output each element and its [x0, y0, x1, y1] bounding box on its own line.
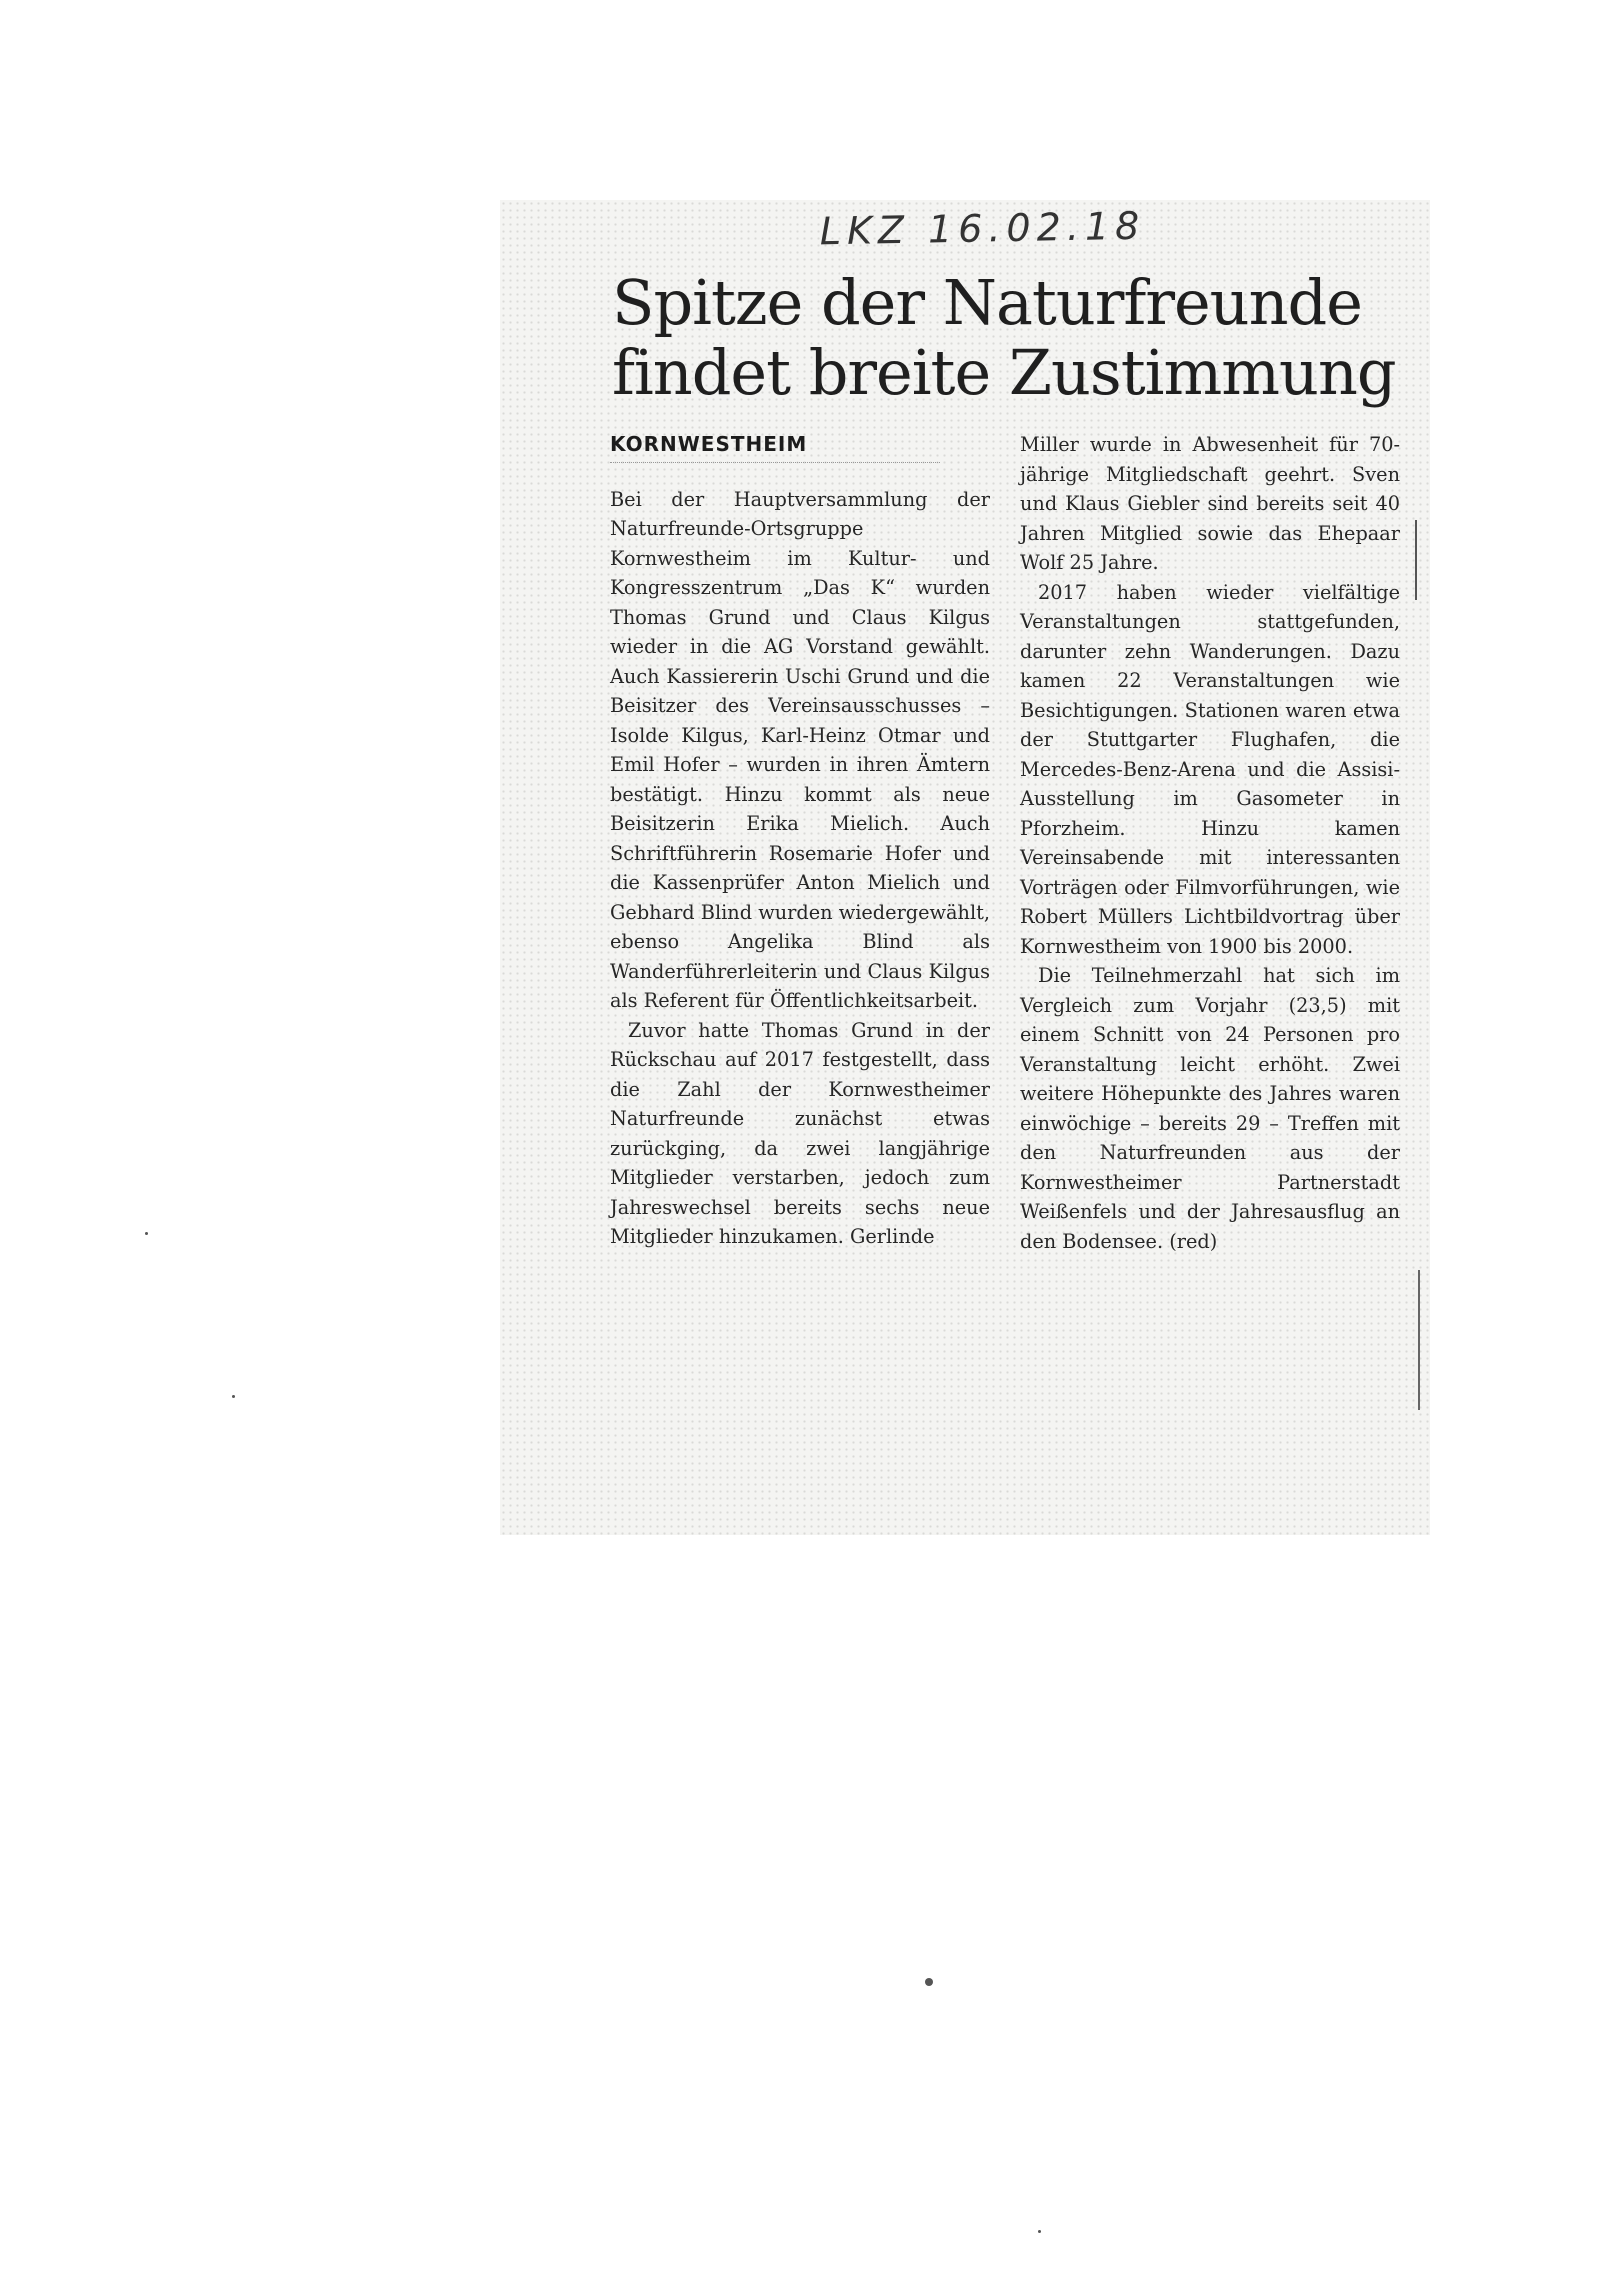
headline-line-1: Spitze der Naturfreunde: [612, 266, 1362, 339]
article-body: [610, 430, 1400, 1410]
paragraph: Bei der Hauptversammlung der Naturfreunde-Ortsgruppe Kornwestheim im Kultur- und Kongresszentrum „Das K“ wurden Thomas Grund und Claus Kilgus wieder in die AG Vorstand gewählt. Auch Kassiererin Uschi Grund und die Beisitzer des Vereinsausschusses – Isolde Kilgus, Karl-Heinz Otmar und Emil Hofer – wurden in ihren Ämtern bestätigt. Hinzu kommt als neue Beisitzerin Erika Mielich. Auch Schriftführerin Rosemarie Hofer und die Kassenprüfer Anton Mielich und Gebhard Blind wurden wiedergewählt, ebenso Angelika Blind als Wanderführerleiterin und Claus Kilgus als Referent für Öffentlichkeitsarbeit.: [610, 487, 990, 1012]
handwritten-date-note: LKZ 16.02.18: [819, 203, 1146, 254]
paragraph: Zuvor hatte Thomas Grund in der Rückschau auf 2017 festgestellt, dass die Zahl der Kornwestheimer Naturfreunde zunächst etwas zurückging, da zwei langjährige Mitglieder verstarben, jedoch zum Jahreswechsel bereits sechs neue Mitglieder hinzukamen. Gerlinde: [610, 1018, 990, 1248]
paragraph: Die Teilnehmerzahl hat sich im Vergleich zum Vorjahr (23,5) mit einem Schnitt von 24 Personen pro Veranstaltung leicht erhöht. Zwei weitere Höhepunkte des Jahres waren einwöchige – bereits 29 – Treffen mit den Naturfreunden aus der Kornwestheimer Partnerstadt Weißenfels und der Jahresausflug an den Bodensee. (red): [1020, 964, 1400, 1253]
article-dateline: KORNWESTHEIM: [610, 430, 940, 463]
paragraph: Miller wurde in Abwesenheit für 70-jährige Mitgliedschaft geehrt. Sven und Klaus Giebler sind bereits seit 40 Jahren Mitglied sowie das Ehepaar Wolf 25 Jahre.: [1020, 433, 1400, 574]
scan-speck: [925, 1978, 933, 1986]
article-column-left: [610, 430, 990, 1252]
article-headline: [612, 268, 1402, 408]
headline-line-2: findet breite Zustimmung: [612, 336, 1396, 409]
column-edge-line: [1418, 1270, 1420, 1410]
article-column-right: [1020, 430, 1400, 1256]
scan-speck: [1038, 2230, 1041, 2233]
paragraph: 2017 haben wieder vielfältige Veranstaltungen stattgefunden, darunter zehn Wanderungen. Dazu kamen 22 Veranstaltungen wie Besichtigungen. Stationen waren etwa der Stuttgarter Flughafen, die Mercedes-Benz-Arena und die Assisi-Ausstellung im Gasometer in Pforzheim. Hinzu kamen Vereinsabende mit interessanten Vorträgen oder Filmvorführungen, wie Robert Müllers Lichtbildvortrag über Kornwestheim von 1900 bis 2000.: [1020, 580, 1400, 958]
column-edge-line: [1415, 520, 1417, 600]
scan-speck: [232, 1395, 235, 1398]
scan-speck: [145, 1232, 148, 1235]
